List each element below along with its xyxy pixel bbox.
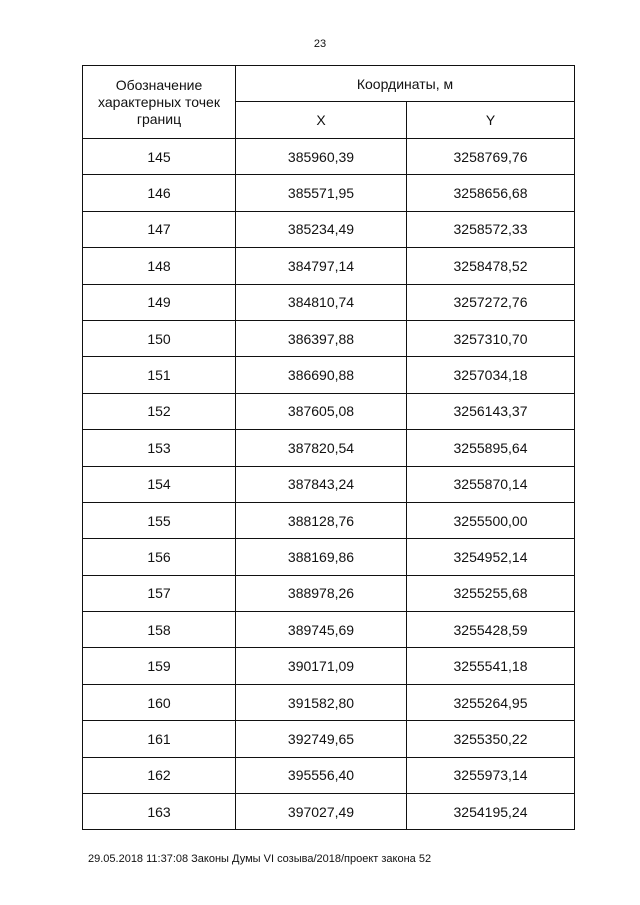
cell-point: 159 <box>83 648 236 684</box>
cell-x: 397027,49 <box>236 794 407 830</box>
cell-x: 384797,14 <box>236 248 407 284</box>
cell-point: 158 <box>83 612 236 648</box>
table-row <box>83 357 575 393</box>
page-number: 23 <box>313 38 327 50</box>
cell-point: 155 <box>83 502 236 538</box>
cell-y: 3255973,14 <box>407 757 575 793</box>
cell-y: 3258478,52 <box>407 248 575 284</box>
cell-point: 163 <box>83 794 236 830</box>
cell-y: 3255870,14 <box>407 466 575 502</box>
cell-x: 391582,80 <box>236 684 407 720</box>
cell-point: 162 <box>83 757 236 793</box>
cell-x: 388169,86 <box>236 539 407 575</box>
table-row <box>83 575 575 611</box>
table-row <box>83 175 575 211</box>
table-body <box>83 139 575 830</box>
cell-x: 385571,95 <box>236 175 407 211</box>
cell-y: 3258572,33 <box>407 211 575 247</box>
cell-point: 151 <box>83 357 236 393</box>
cell-y: 3255541,18 <box>407 648 575 684</box>
cell-y: 3256143,37 <box>407 393 575 429</box>
cell-y: 3255895,64 <box>407 430 575 466</box>
table-row <box>83 284 575 320</box>
cell-point: 146 <box>83 175 236 211</box>
cell-x: 395556,40 <box>236 757 407 793</box>
cell-y: 3258656,68 <box>407 175 575 211</box>
cell-x: 386690,88 <box>236 357 407 393</box>
cell-x: 387605,08 <box>236 393 407 429</box>
header-coordinates: Координаты, м <box>236 66 575 102</box>
table-row <box>83 502 575 538</box>
footer-stamp: 29.05.2018 11:37:08 Законы Думы VI созыва/2018/проект закона 52 <box>88 853 432 865</box>
cell-y: 3255255,68 <box>407 575 575 611</box>
cell-x: 386397,88 <box>236 320 407 356</box>
cell-point: 161 <box>83 721 236 757</box>
cell-y: 3254195,24 <box>407 794 575 830</box>
cell-point: 148 <box>83 248 236 284</box>
cell-x: 390171,09 <box>236 648 407 684</box>
cell-y: 3255428,59 <box>407 612 575 648</box>
cell-x: 385960,39 <box>236 139 407 175</box>
cell-y: 3255500,00 <box>407 502 575 538</box>
cell-x: 384810,74 <box>236 284 407 320</box>
table-row <box>83 539 575 575</box>
table-row <box>83 721 575 757</box>
table-row <box>83 466 575 502</box>
cell-point: 152 <box>83 393 236 429</box>
cell-y: 3255264,95 <box>407 684 575 720</box>
cell-point: 147 <box>83 211 236 247</box>
table-row <box>83 612 575 648</box>
cell-point: 149 <box>83 284 236 320</box>
header-point-designation: Обозначение характерных точек границ <box>83 66 236 139</box>
cell-point: 157 <box>83 575 236 611</box>
cell-y: 3254952,14 <box>407 539 575 575</box>
table-row <box>83 794 575 830</box>
cell-x: 388978,26 <box>236 575 407 611</box>
cell-y: 3258769,76 <box>407 139 575 175</box>
table-row <box>83 757 575 793</box>
cell-point: 150 <box>83 320 236 356</box>
cell-point: 153 <box>83 430 236 466</box>
table-row <box>83 393 575 429</box>
table-row <box>83 211 575 247</box>
cell-x: 385234,49 <box>236 211 407 247</box>
table-row <box>83 684 575 720</box>
cell-x: 389745,69 <box>236 612 407 648</box>
table-row <box>83 648 575 684</box>
cell-point: 160 <box>83 684 236 720</box>
cell-x: 387843,24 <box>236 466 407 502</box>
cell-y: 3257310,70 <box>407 320 575 356</box>
cell-point: 145 <box>83 139 236 175</box>
cell-point: 156 <box>83 539 236 575</box>
cell-y: 3257034,18 <box>407 357 575 393</box>
table-row <box>83 320 575 356</box>
coordinates-table <box>82 65 575 830</box>
cell-x: 388128,76 <box>236 502 407 538</box>
header-x: X <box>236 102 407 139</box>
header-y: Y <box>407 102 575 139</box>
table-row <box>83 430 575 466</box>
cell-x: 387820,54 <box>236 430 407 466</box>
header-row <box>83 66 575 102</box>
table-row <box>83 139 575 175</box>
cell-x: 392749,65 <box>236 721 407 757</box>
table-row <box>83 248 575 284</box>
cell-y: 3257272,76 <box>407 284 575 320</box>
cell-point: 154 <box>83 466 236 502</box>
cell-y: 3255350,22 <box>407 721 575 757</box>
